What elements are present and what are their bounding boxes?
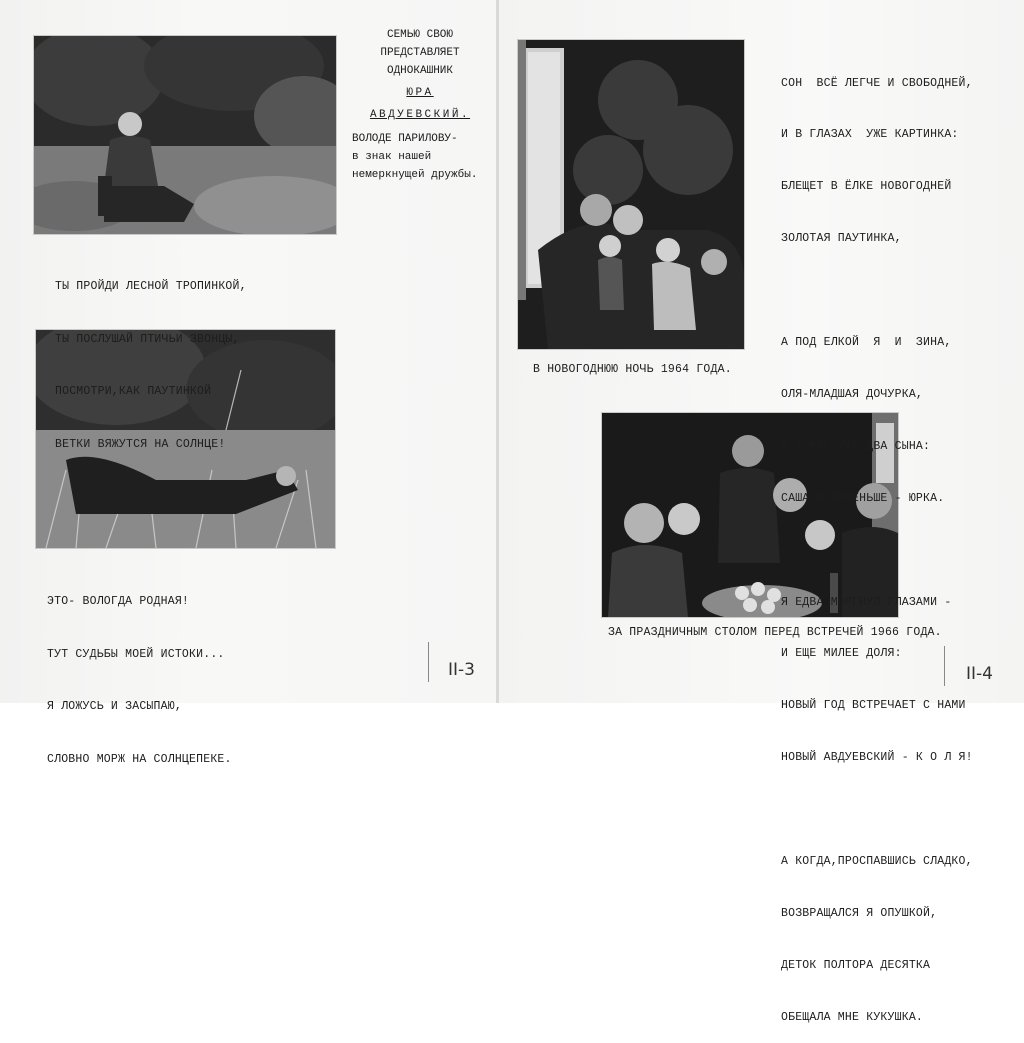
poem-line: САША И ПОМЕНЬШЕ - ЮРКА. [781,491,945,505]
poem-line: БЛЕЩЕТ В ЁЛКЕ НОВОГОДНЕЙ [781,180,952,194]
poem-line: А ПОД ЕЛКОЙ Я И ЗИНА, [781,336,952,350]
dedication-line-3: ОДНОКАШНИК [386,65,453,77]
photo-man-sitting-in-forest [34,36,336,234]
author-first-name: ЮРА [406,87,434,99]
poem-line: ВОЗВРАЩАЛСЯ Я ОПУШКОЙ, [781,906,938,920]
photo-family-new-year-1964 [518,40,744,349]
poem-line: И У НАС УЖЕ ДВА СЫНА: [781,439,931,453]
page-number-rule-right [944,646,945,686]
poem-line [781,542,973,559]
dedication-note-1: ВОЛОДЕ ПАРИЛОВУ- [352,133,458,145]
page-number-right: II-4 [966,664,993,684]
poem-line: СЛОВНО МОРЖ НА СОЛНЦЕПЕКЕ. [47,752,232,766]
author-last-name: АВДУЕВСКИЙ. [369,109,471,121]
poem-line: СОН ВСЁ ЛЕГЧЕ И СВОБОДНЕЙ, [781,76,973,90]
poem-line: ЗОЛОТАЯ ПАУТИНКА, [781,232,902,246]
poem-forest-path [55,243,247,471]
poem-line: ТУТ СУДЬБЫ МОЕЙ ИСТОКИ... [47,647,225,661]
dedication-block [352,26,488,184]
poem-line: ДЕТОК ПОЛТОРА ДЕСЯТКА [781,958,931,972]
poem-line [781,801,973,818]
poem-new-year-dream [781,40,973,1043]
page-number-rule-left [428,642,429,682]
poem-line: ЭТО- ВОЛОГДА РОДНАЯ! [47,595,190,608]
poem-line: ТЫ ПОСЛУШАЙ ПТИЧЬИ ЗВОНЦЫ, [55,332,240,346]
poem-line: А КОГДА,ПРОСПАВШИСЬ СЛАДКО, [781,854,973,868]
poem-line: НОВЫЙ АВДУЕВСКИЙ - К О Л Я! [781,751,973,765]
poem-line: ТЫ ПРОЙДИ ЛЕСНОЙ ТРОПИНКОЙ, [55,280,247,293]
poem-line: НОВЫЙ ГОД ВСТРЕЧАЕТ С НАМИ [781,699,966,713]
poem-line: ПОСМОТРИ,КАК ПАУТИНКОЙ [55,385,212,398]
caption-new-year-1964: В НОВОГОДНЮЮ НОЧЬ 1964 ГОДА. [533,363,732,376]
poem-line: И ЕЩЕ МИЛЕЕ ДОЛЯ: [781,647,902,661]
poem-line: И В ГЛАЗАХ УЖЕ КАРТИНКА: [781,128,959,142]
caption-festive-table-1966: ЗА ПРАЗДНИЧНЫМ СТОЛОМ ПЕРЕД ВСТРЕЧЕЙ 1966 ГОДА. [608,626,942,639]
dedication-line-2: ПРЕДСТАВЛЯЕТ [380,47,460,59]
poem-line: Я ЕДВА МОРГНУЛ ГЛАЗАМИ - [781,595,952,609]
page-gutter [496,0,499,703]
poem-vologda [47,558,232,786]
page-number-left: II-3 [448,660,475,680]
poem-line: ОБЕЩАЛА МНЕ КУКУШКА. [781,1010,924,1024]
dedication-line-1: СЕМЬЮ СВОЮ [386,29,453,41]
poem-line: Я ЛОЖУСЬ И ЗАСЫПАЮ, [47,700,182,713]
poem-line [781,282,973,299]
dedication-note-2: в знак нашей [352,151,432,163]
poem-line: ВЕТКИ ВЯЖУТСЯ НА СОЛНЦЕ! [55,437,226,451]
dedication-note-3: немеркнущей дружбы. [352,169,478,181]
poem-line: ОЛЯ-МЛАДШАЯ ДОЧУРКА, [781,387,924,401]
